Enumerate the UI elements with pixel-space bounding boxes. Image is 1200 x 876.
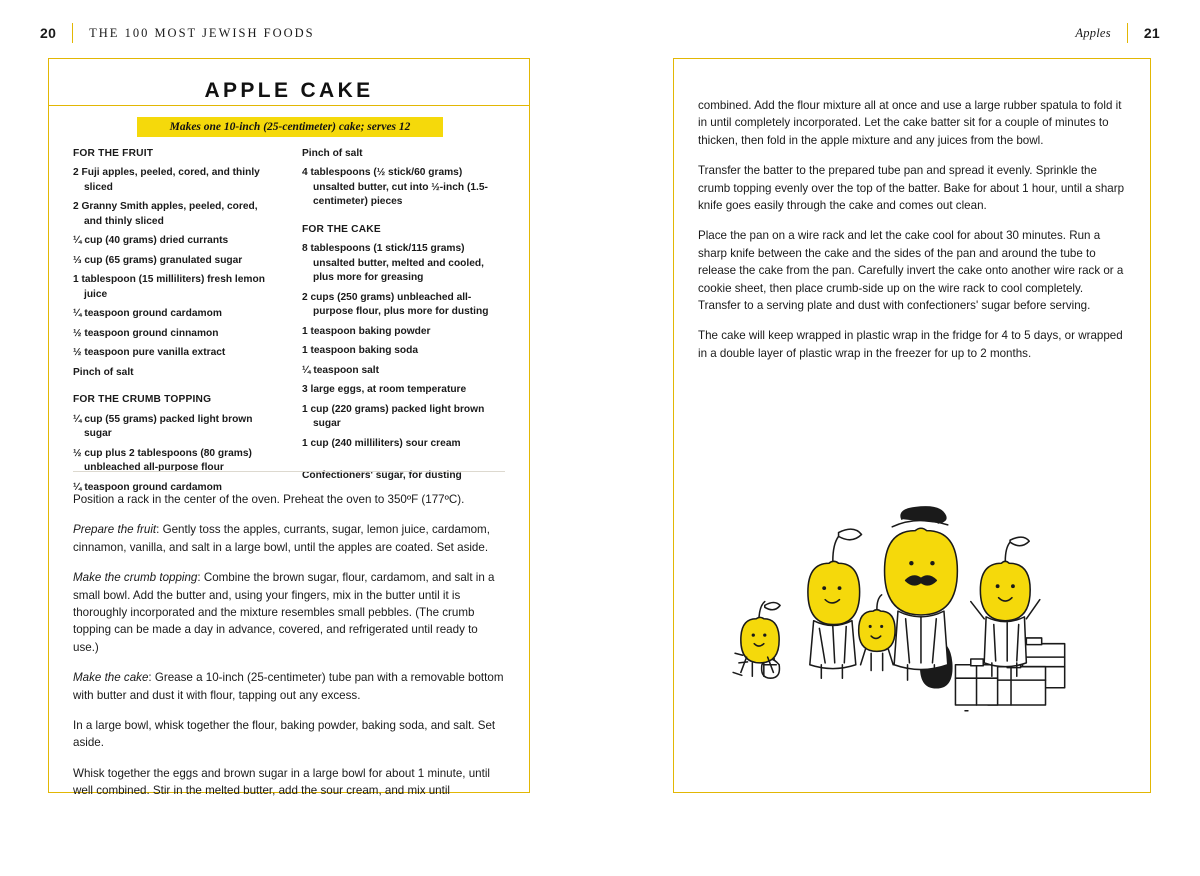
continued-body-text bbox=[698, 97, 1126, 375]
ingredients-heading-crumb-topping: FOR THE CRUMB TOPPING bbox=[73, 394, 212, 406]
method-step bbox=[73, 717, 505, 752]
apple-figure-scarf bbox=[808, 529, 862, 678]
method-step-lead: Prepare the fruit bbox=[73, 523, 157, 537]
folio-divider bbox=[72, 23, 73, 43]
ingredient-item: ¼ teaspoon salt bbox=[302, 364, 379, 376]
method-step bbox=[73, 669, 505, 704]
method-step-text: In a large bowl, whisk together the flour, baking powder, baking soda, and salt. Set aside. bbox=[73, 718, 496, 750]
ingredient-item: 1 cup (220 grams) packed light brown sugar bbox=[302, 403, 485, 430]
method-step-lead: Make the crumb topping bbox=[73, 571, 198, 585]
method-step-text: : Combine the brown sugar, flour, cardamom, and salt in a small bowl. Add the butter and, using your fingers, mix in the butter until it is thoroughly incorporated and the mixture resembles small pebbles. (The crumb topping can be made a day in advance, covered, and refrigerated until ready to use.) bbox=[73, 571, 495, 654]
chapter-title: Apples bbox=[1075, 25, 1111, 40]
ingredients-column-2 bbox=[302, 147, 505, 500]
ingredient-item: ¼ teaspoon ground cardamom bbox=[73, 481, 222, 493]
ingredient-item: 2 Granny Smith apples, peeled, cored, and thinly sliced bbox=[73, 201, 258, 227]
body-paragraph: The cake will keep wrapped in plastic wrap in the fridge for 4 to 5 days, or wrapped in a double layer of plastic wrap in the freezer for up to 2 months. bbox=[698, 329, 1123, 360]
ingredient-item: Pinch of salt bbox=[73, 366, 134, 378]
ingredient-item: Pinch of salt bbox=[302, 148, 363, 159]
recipe-title: APPLE CAKE bbox=[204, 79, 374, 102]
ingredient-item: ¼ teaspoon ground cardamom bbox=[73, 308, 222, 320]
recipe-frame bbox=[48, 58, 530, 798]
method-step bbox=[73, 765, 505, 800]
ingredient-item: ½ teaspoon pure vanilla extract bbox=[73, 347, 226, 359]
right-text-frame bbox=[673, 58, 1151, 793]
ingredient-item: 3 large eggs, at room temperature bbox=[302, 384, 467, 396]
right-folio: 21 bbox=[1143, 25, 1160, 41]
left-folio: 20 bbox=[40, 25, 57, 41]
left-running-head bbox=[40, 22, 560, 44]
apple-child-center bbox=[859, 595, 895, 671]
method-step bbox=[73, 569, 505, 656]
ingredient-item: 8 tablespoons (1 stick/115 grams) unsalted butter, melted and cooled, plus more for greasing bbox=[302, 243, 484, 284]
recipe-yield-band: Makes one 10-inch (25-centimeter) cake; serves 12 bbox=[137, 117, 443, 137]
ingredient-item: ½ teaspoon ground cinnamon bbox=[73, 327, 219, 339]
ingredient-item: 1 teaspoon baking soda bbox=[302, 345, 419, 357]
method-step bbox=[73, 491, 505, 508]
method-step bbox=[73, 521, 505, 556]
method-step-text: Whisk together the eggs and brown sugar in a large bowl for about 1 minute, until well combined. Stir in the melted butter, add the sour cream, and mix until bbox=[73, 766, 490, 798]
ingredient-item: ½ cup plus 2 tablespoons (80 grams) unbleached all-purpose flour bbox=[73, 447, 252, 474]
apple-family-travelers-illustration bbox=[714, 469, 1126, 759]
method-step-text: Position a rack in the center of the oven. Preheat the oven to 350ºF (177ºC). bbox=[73, 493, 465, 506]
book-title: THE 100 MOST JEWISH FOODS bbox=[89, 25, 315, 40]
right-running-head bbox=[640, 22, 1160, 44]
body-paragraph: combined. Add the flour mixture all at once and use a large rubber spatula to fold it in until completely incorporated. Let the cake batter sit for a couple of minutes to thicken, then fold in the apple mixture and any juices from the bowl. bbox=[698, 99, 1122, 147]
ingredient-item: ¼ cup (55 grams) packed light brown sugar bbox=[73, 413, 253, 440]
ingredient-item: 4 tablespoons (½ stick/60 grams) unsalted butter, cut into ½-inch (1.5-centimeter) pieces bbox=[302, 167, 488, 208]
ingredient-item: 1 teaspoon baking powder bbox=[302, 325, 431, 337]
method-steps bbox=[73, 491, 505, 812]
ingredients-heading-cake: FOR THE CAKE bbox=[302, 223, 381, 235]
ingredients-column-1 bbox=[73, 147, 276, 500]
ingredient-item: 1 tablespoon (15 milliliters) fresh lemon juice bbox=[73, 274, 265, 300]
right-page bbox=[600, 0, 1200, 876]
method-step-text: : Grease a 10-inch (25-centimeter) tube pan with a removable bottom with butter and dust it with flour, tapping out any excess. bbox=[73, 671, 504, 702]
folio-divider bbox=[1127, 23, 1128, 43]
apple-figure-hat bbox=[885, 507, 958, 680]
method-divider-rule bbox=[73, 471, 505, 472]
ingredients-columns bbox=[73, 147, 505, 500]
ingredient-item: 2 cups (250 grams) unbleached all-purpose flour, plus more for dusting bbox=[302, 291, 489, 318]
ingredient-item: ⅓ cup (65 grams) granulated sugar bbox=[73, 254, 243, 266]
ingredients-heading-fruit: FOR THE FRUIT bbox=[73, 148, 154, 159]
ingredient-item: 2 Fuji apples, peeled, cored, and thinly sliced bbox=[73, 167, 260, 193]
method-step-text: : Gently toss the apples, currants, sugar, lemon juice, cardamom, cinnamon, vanilla, and salt in a large bowl, until the apples are coated. Set aside. bbox=[73, 523, 490, 554]
body-paragraph: Transfer the batter to the prepared tube pan and spread it evenly. Sprinkle the crumb topping evenly over the top of the batter. Bake for about 1 hour, until a sharp knife goes easily through the cake and comes out clean. bbox=[698, 164, 1125, 212]
ingredient-item: 1 cup (240 milliliters) sour cream bbox=[302, 437, 461, 449]
ingredient-item-finish: Confectioners' sugar, for dusting bbox=[302, 470, 462, 482]
ingredient-item: ¼ cup (40 grams) dried currants bbox=[73, 235, 229, 247]
method-step-lead: Make the cake bbox=[73, 671, 149, 685]
recipe-title-rule bbox=[49, 105, 529, 106]
body-paragraph: Place the pan on a wire rack and let the cake cool for about 30 minutes. Run a sharp knife between the cake and the sides of the pan and around the tube to release the cake from the pan. Carefully invert the cake onto another wire rack or a cookie sheet, then place crumb-side up on the wire rack to cool completely. Transfer to a serving plate and dust with confectioners' sugar before serving. bbox=[698, 229, 1124, 312]
